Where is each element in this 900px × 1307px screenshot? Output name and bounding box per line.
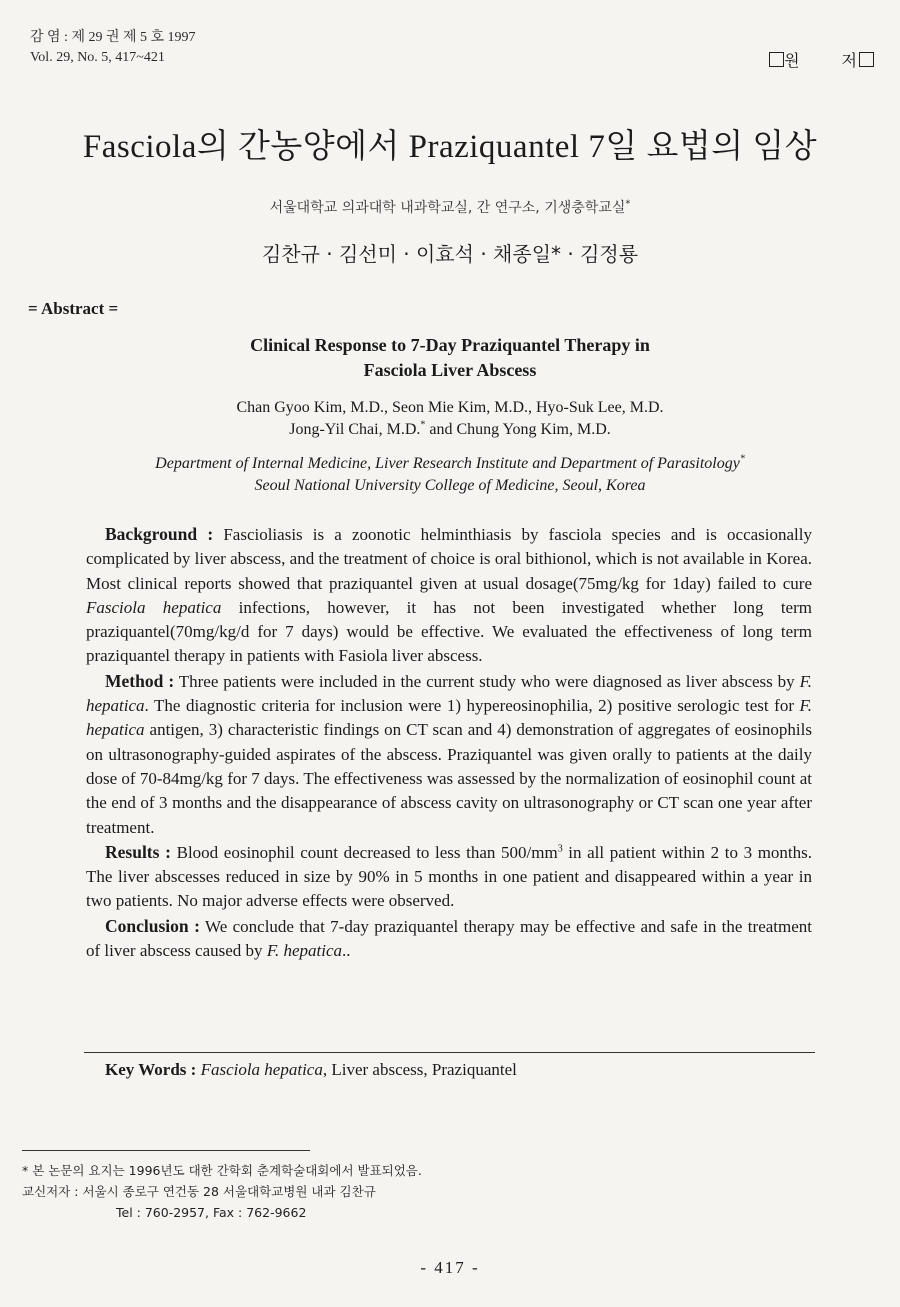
abstract-body [86, 522, 812, 963]
english-affiliation-line2: Seoul National University College of Medicine, Seoul, Korea [254, 477, 646, 494]
author-name: Chan Gyoo Kim, [236, 399, 347, 416]
article-type-char2: 저 [841, 51, 859, 70]
method-text: . The diagnostic criteria for inclusion were 1) hypereosinophilia, 2) positive serologic test for [144, 696, 800, 716]
author-degree: M.D., [494, 399, 532, 416]
author-mark: * [420, 419, 426, 431]
superscript: 3 [557, 843, 563, 855]
method-label: Method : [105, 670, 175, 691]
english-title-line1: Clinical Response to 7-Day Praziquantel Therapy in [250, 335, 650, 355]
keywords [105, 1060, 517, 1080]
method-text: Three patients were included in the current study who were diagnosed as liver abscess by [178, 671, 800, 691]
divider [84, 1052, 815, 1053]
english-affiliation-text: Department of Internal Medicine, Liver Research Institute and Department of Parasitology [155, 455, 740, 472]
author-degree: M.D. [386, 421, 421, 438]
results-paragraph [86, 840, 812, 914]
english-authors-line1 [0, 397, 900, 419]
background-text: infections, however, it has not been investigated whether long term praziquantel(70mg/kg/d for 7 days) would be effective. We evaluated the effectiveness of long term praziquantel therapy in patients with Fasiola liver abscess. [86, 597, 812, 666]
affiliation-korean [0, 197, 900, 217]
author-name: Hyo-Suk Lee, [536, 399, 626, 416]
background-label: Background : [105, 524, 214, 544]
footnote-contact: Tel : 760-2957, Fax : 762-9662 [116, 1205, 307, 1220]
checkbox-square-icon [859, 52, 874, 67]
conclusion-paragraph [86, 914, 812, 964]
english-title [0, 333, 900, 383]
method-paragraph [86, 669, 812, 840]
author-degree: M.D. [629, 399, 664, 416]
author-conjunction: and [429, 421, 453, 438]
method-text: antigen, 3) characteristic findings on CT scan and 4) demonstration of aggregates of eosinophils on ultrasonography-guided aspirates of the abscess. Praziquantel was given orally to patients at the daily dose of 70-84mg/kg for 7 days. The effectiveness was assessed by the normalization of eosinophil count at the end of 3 months and the disappearance of abscess cavity on ultrasonography or CT scan one year after treatment. [86, 720, 812, 837]
article-type-right [842, 48, 874, 71]
results-text: Blood eosinophil count decreased to less than 500/mm [176, 842, 558, 862]
keywords-label: Key Words : [105, 1060, 197, 1079]
page-number: - 417 - [420, 1258, 480, 1277]
footnote-correspondence: 교신저자 : 서울시 종로구 연건동 28 서울대학교병원 내과 김찬규 [22, 1184, 376, 1199]
results-text: in all patient within 2 to 3 months. The liver abscesses reduced in size by 90% in 5 months in one patient and disappeared within a year in two patients. No major adverse effects were observed. [86, 842, 813, 911]
english-authors [0, 397, 900, 441]
journal-issue-ko: 감 염 : 제 29 권 제 5 호 1997 [30, 30, 196, 45]
species-name: F. hepatica [86, 696, 812, 740]
article-type-left [769, 48, 801, 71]
english-affiliation-line1 [0, 453, 900, 475]
footnote-presentation: * 본 논문의 요지는 1996년도 대한 간학회 춘계학술대회에서 발표되었음. [22, 1163, 422, 1178]
author-name: Seon Mie Kim, [392, 399, 491, 416]
conclusion-text: .. [342, 941, 351, 961]
abstract-heading: = Abstract = [28, 299, 119, 318]
keywords-rest: , Liver abscess, Praziquantel [322, 1060, 517, 1079]
affiliation-mark: * [625, 198, 631, 210]
footnote [22, 1160, 422, 1223]
background-text: Fascioliasis is a zoonotic helminthiasis by fasciola species and is occasionally complicated by liver abscess, and the treatment of choice is oral bithionol, which is not available in Korea. Most clinical reports showed that praziquantel given at usual dosage(75mg/kg for 1day) failed to cure [86, 525, 813, 593]
author-degree: M.D. [576, 421, 611, 438]
article-type [769, 48, 874, 71]
author-degree: M.D., [350, 399, 388, 416]
authors-korean: 김찬규 · 김선미 · 이효석 · 채종일* · 김정룡 [261, 242, 639, 266]
english-affiliation [0, 453, 900, 497]
paper-title: Fasciola의 간농양에서 Praziquantel 7일 요법의 임상 [82, 129, 818, 165]
author-name: Chung Yong Kim, [456, 421, 573, 438]
english-title-line2: Fasciola Liver Abscess [363, 360, 537, 380]
article-type-char1: 원 [784, 51, 802, 70]
species-name: F. hepatica [266, 941, 343, 961]
author-name: Jong-Yil Chai, [289, 421, 383, 438]
journal-issue-en: Vol. 29, No. 5, 417~421 [30, 50, 165, 65]
footnote-divider [22, 1150, 310, 1151]
affiliation-korean-text: 서울대학교 의과대학 내과학교실, 간 연구소, 기생충학교실 [269, 200, 626, 216]
conclusion-text: We conclude that 7-day praziquantel therapy may be effective and safe in the treatment of liver abscess caused by [86, 916, 813, 961]
english-authors-line2 [0, 419, 900, 441]
conclusion-label: Conclusion : [105, 915, 200, 936]
affiliation-mark: * [739, 453, 745, 465]
keyword-species: Fasciola hepatica [200, 1060, 323, 1079]
background-paragraph [86, 522, 812, 669]
journal-citation [30, 28, 196, 68]
checkbox-square-icon [769, 52, 784, 67]
species-name: Fasciola hepatica [86, 597, 222, 617]
species-name: F. hepatica [86, 671, 813, 716]
results-label: Results : [105, 841, 172, 862]
